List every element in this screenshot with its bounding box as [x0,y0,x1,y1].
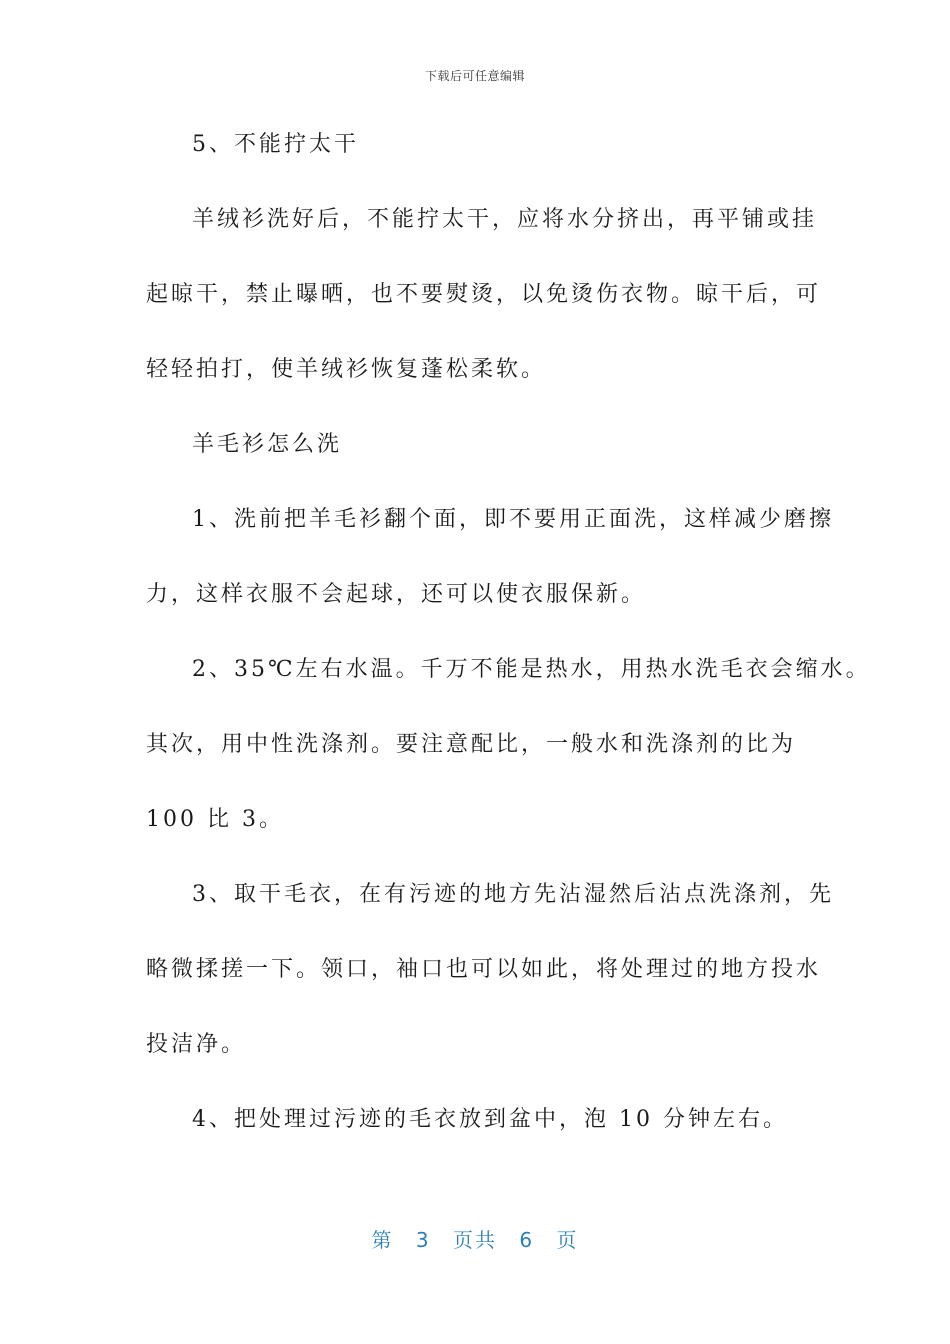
paragraph-line: 2、35℃左右水温。千万不能是热水，用热水洗毛衣会缩水。 [192,657,871,682]
paragraph-line: 羊绒衫洗好后，不能拧太干，应将水分挤出，再平铺或挂 [192,207,818,232]
paragraph-line: 3、取干毛衣，在有污迹的地方先沾湿然后沾点洗涤剂，先 [192,882,834,907]
paragraph-line: 轻轻拍打，使羊绒衫恢复蓬松柔软。 [146,357,547,382]
paragraph-line: 略微揉搓一下。领口，袖口也可以如此，将处理过的地方投水 [146,957,822,982]
paragraph-line: 其次，用中性洗涤剂。要注意配比，一般水和洗涤剂的比为 [146,732,797,757]
paragraph-line: 起晾干，禁止曝晒，也不要熨烫，以免烫伤衣物。晾干后，可 [146,282,822,307]
header-note: 下载后可任意编辑 [424,69,525,83]
page-number: 第 3 页共 6 页 [371,1228,579,1252]
paragraph-line: 力，这样衣服不会起球，还可以使衣服保新。 [146,582,647,607]
paragraph-line: 4、把处理过污迹的毛衣放到盆中，泡 10 分钟左右。 [192,1107,788,1132]
paragraph-line: 1、洗前把羊毛衫翻个面，即不要用正面洗，这样减少磨擦 [192,507,834,532]
section-heading: 羊毛衫怎么洗 [192,432,343,457]
paragraph-line: 100 比 3。 [146,807,284,832]
section-heading: 5、不能拧太干 [192,132,359,157]
paragraph-line: 投洁净。 [146,1032,247,1057]
